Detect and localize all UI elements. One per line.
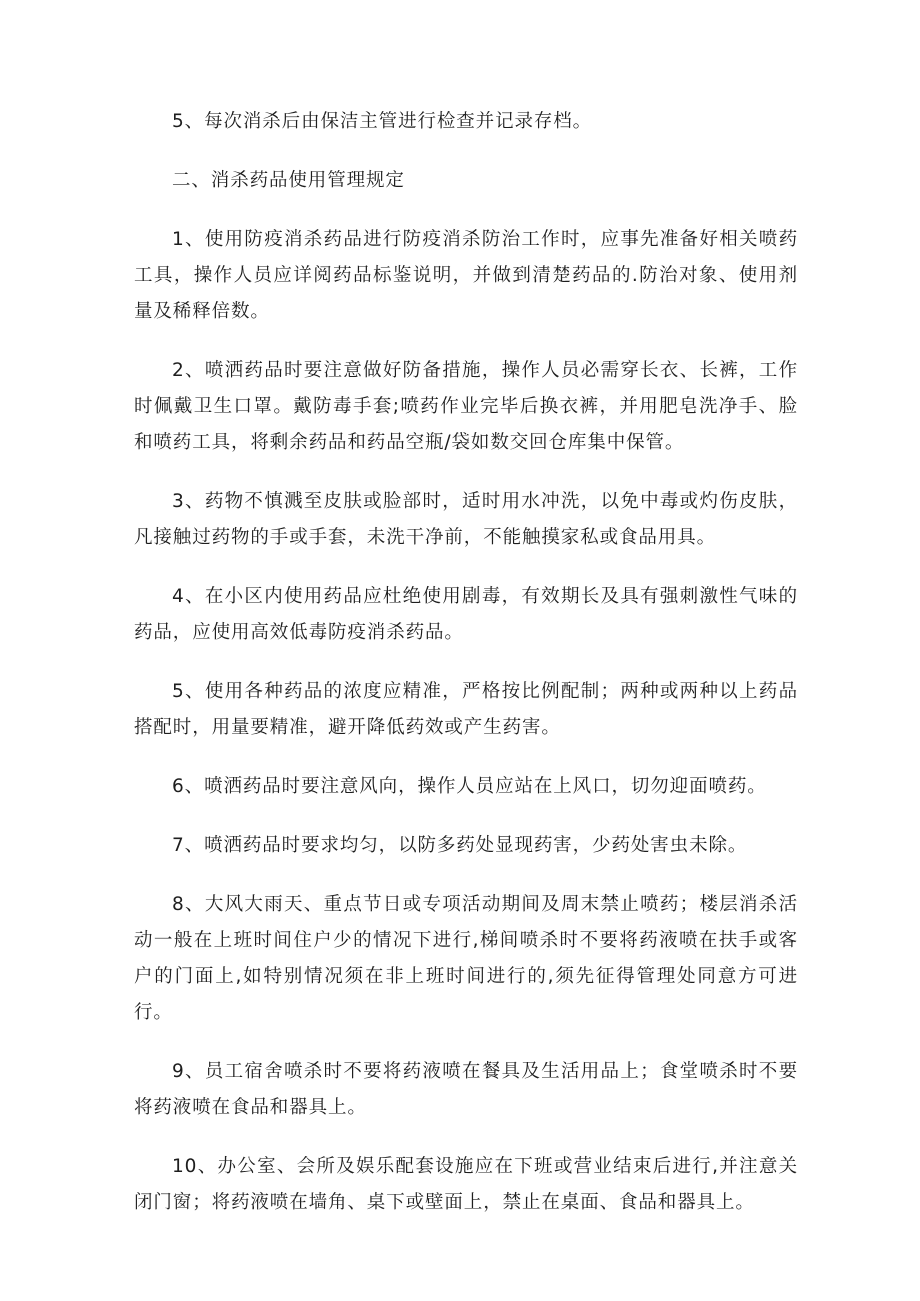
paragraph-rule-2: 2、喷洒药品时要注意做好防备措施，操作人员必需穿长衣、长裤，工作时佩戴卫生口罩。戴防毒手套;喷药作业完毕后换衣裤，并用肥皂洗净手、脸和喷药工具，将剩余药品和药品空瓶/袋如数交回仓库集中保管。 (134, 360, 798, 453)
paragraph-rule-1: 1、使用防疫消杀药品进行防疫消杀防治工作时，应事先准备好相关喷药工具，操作人员应详阅药品标鉴说明，并做到清楚药品的.防治对象、使用剂量及稀释倍数。 (134, 229, 798, 322)
paragraph-rule-5: 5、使用各种药品的浓度应精准，严格按比例配制；两种或两种以上药品搭配时，用量要精准，避开降低药效或产生药害。 (134, 681, 798, 738)
document-body (134, 104, 798, 1244)
paragraph-rule-9: 9、员工宿舍喷杀时不要将药液喷在餐具及生活用品上；食堂喷杀时不要将药液喷在食品和器具上。 (134, 1061, 798, 1118)
paragraph-rule-6: 6、喷洒药品时要注意风向，操作人员应站在上风口，切勿迎面喷药。 (172, 776, 767, 797)
paragraph-rule-10: 10、办公室、会所及娱乐配套设施应在下班或营业结束后进行,并注意关闭门窗；将药液喷在墙角、桌下或壁面上，禁止在桌面、食品和器具上。 (134, 1156, 798, 1213)
paragraph-rule-4: 4、在小区内使用药品应杜绝使用剧毒，有效期长及具有强刺激性气味的药品，应使用高效低毒防疫消杀药品。 (134, 586, 798, 643)
paragraph-item-5-archive: 5、每次消杀后由保洁主管进行检查并记录存档。 (172, 111, 593, 132)
section-heading-drug-management: 二、消杀药品使用管理规定 (172, 170, 405, 191)
paragraph-rule-8: 8、大风大雨天、重点节日或专项活动期间及周末禁止喷药；楼层消杀活动一般在上班时间住户少的情况下进行,梯间喷杀时不要将药液喷在扶手或客户的门面上,如特别情况须在非上班时间进行的,须先征得管理处同意方可进行。 (134, 894, 798, 1023)
paragraph-rule-3: 3、药物不慎溅至皮肤或脸部时，适时用水冲洗，以免中毒或灼伤皮肤，凡接触过药物的手或手套，未洗干净前，不能触摸家私或食品用具。 (134, 491, 798, 548)
paragraph-rule-7: 7、喷洒药品时要求均匀，以防多药处显现药害，少药处害虫未除。 (172, 835, 748, 856)
